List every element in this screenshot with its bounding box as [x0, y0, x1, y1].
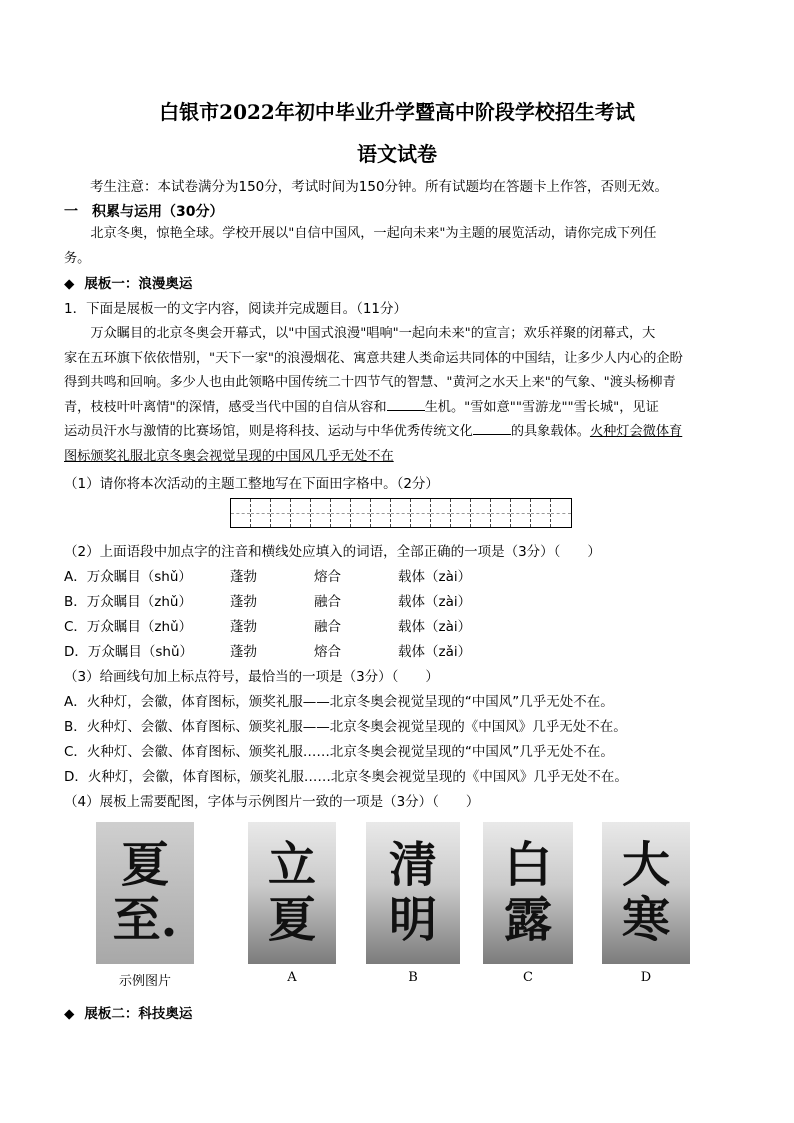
option-text: 蓬勃: [230, 594, 257, 610]
sub-question-1: （1）请你将本次活动的主题工整地写在下面田字格中。（2分）: [64, 476, 439, 492]
option-a-image[interactable]: [248, 822, 336, 964]
grid-cell[interactable]: [251, 499, 271, 527]
option-text: 熔合: [314, 569, 341, 585]
grid-cell[interactable]: [291, 499, 311, 527]
image-caption: B: [408, 970, 418, 985]
board-two-heading: [64, 1002, 192, 1022]
board-one-heading: [64, 272, 192, 292]
option-text: 融合: [314, 619, 341, 635]
grid-cell[interactable]: [511, 499, 531, 527]
calligraphy-char: 至.: [112, 892, 178, 948]
passage-line: 家在五环旗下依依惜别，"天下一家"的浪漫烟花、寓意共建人类命运共同体的中国结，让多少人内心的企盼: [64, 350, 683, 366]
option-line[interactable]: A．火种灯，会徽，体育图标，颁奖礼服——北京冬奥会视觉呈现的“中国风”几乎无处不在。: [64, 694, 614, 710]
passage-line: [64, 420, 728, 445]
grid-cell[interactable]: [231, 499, 251, 527]
option-c-image[interactable]: [483, 822, 573, 964]
grid-cell[interactable]: [331, 499, 351, 527]
option-text: 蓬勃: [230, 644, 257, 660]
option-text: C．万众瞩目（zhǔ）: [64, 619, 193, 635]
option-text: 载体（zài）: [398, 594, 472, 610]
image-caption: 示例图片: [118, 974, 171, 989]
calligraphy-char: 夏: [120, 836, 169, 893]
passage-text: 运动员汗水与激情的比赛场馆，则是将科技、运动与中华优秀传统文化: [64, 424, 473, 439]
image-caption: D: [640, 970, 652, 985]
option-line[interactable]: C．火种灯、会徽、体育图标、颁奖礼服……北京冬奥会视觉呈现的“中国风”几乎无处不在。: [64, 744, 614, 760]
sample-calligraphy-image: [96, 822, 194, 964]
option-text: A．万众瞩目（shǔ）: [64, 569, 192, 585]
grid-cell[interactable]: [531, 499, 551, 527]
grid-cell[interactable]: [431, 499, 451, 527]
grid-cell[interactable]: [271, 499, 291, 527]
underlined-sentence: 火种灯会微体育: [589, 424, 683, 439]
option-row[interactable]: [64, 615, 471, 635]
option-text: 熔合: [314, 644, 341, 660]
option-d-image[interactable]: [602, 822, 690, 964]
option-text: 载体（zài）: [398, 619, 472, 635]
question-1-passage: [64, 322, 728, 469]
grid-cell[interactable]: [311, 499, 331, 527]
calligraphy-char: 清: [388, 836, 437, 893]
sub-question-2: （2）上面语段中加点字的注音和横线处应填入的词语，全部正确的一项是（3分）（ ）: [64, 544, 601, 560]
image-caption: C: [523, 970, 533, 985]
option-text: 蓬勃: [230, 569, 257, 585]
option-row[interactable]: [64, 565, 471, 585]
passage-text: 生机。"雪如意""雪游龙""雪长城"，见证: [424, 399, 659, 415]
option-text: 载体（zài）: [398, 569, 472, 585]
grid-cell[interactable]: [451, 499, 471, 527]
calligraphy-char: 大: [621, 836, 670, 893]
grid-cell[interactable]: [411, 499, 431, 527]
calligraphy-char: 夏: [267, 892, 316, 948]
grid-cell[interactable]: [391, 499, 411, 527]
diamond-bullet-icon: ◆: [64, 1006, 75, 1022]
calligraphy-char: 露: [503, 892, 552, 948]
question-1-stem: 1．下面是展板一的文字内容，阅读并完成题目。（11分）: [64, 301, 408, 317]
grid-cell[interactable]: [371, 499, 391, 527]
option-text: D．万众瞩目（shǔ）: [64, 644, 194, 660]
calligraphy-char: 立: [267, 836, 316, 893]
calligraphy-char: 寒: [621, 892, 670, 948]
intro-line-2: 务。: [64, 250, 91, 266]
option-text: 蓬勃: [230, 619, 257, 635]
grid-cell[interactable]: [351, 499, 371, 527]
passage-line: 万众瞩目的北京冬奥会开幕式，以"中国式浪漫"唱响"一起向未来"的宣言；欢乐祥聚的闭幕式，大: [90, 326, 656, 341]
grid-cell[interactable]: [551, 499, 571, 527]
option-line[interactable]: B．火种灯、会徽、体育图标、颁奖礼服——北京冬奥会视觉呈现的《中国风》几乎无处不在。: [64, 719, 627, 735]
intro-line-1: 北京冬奥，惊艳全球。学校开展以"自信中国风，一起向未来"为主题的展览活动，请你完成下列任: [90, 226, 657, 241]
option-row[interactable]: [64, 590, 471, 610]
option-row[interactable]: [64, 640, 471, 660]
sub-question-3: （3）给画线句加上标点符号，最恰当的一项是（3分）（ ）: [64, 669, 439, 685]
fill-blank-2[interactable]: [473, 422, 511, 435]
tianzige-grid[interactable]: [230, 498, 572, 528]
exam-title: 白银市2022年初中毕业升学暨高中阶段学校招生考试: [159, 100, 635, 124]
exam-notice: 考生注意：本试卷满分为150分，考试时间为150分钟。所有试题均在答题卡上作答，否则无效。: [90, 179, 669, 195]
option-text: 融合: [314, 594, 341, 610]
exam-subtitle: 语文试卷: [357, 142, 437, 166]
underlined-sentence: 图标颁奖礼服北京冬奥会视觉呈现的中国风几乎无处不在: [64, 448, 394, 464]
board-one-label: 展板一：浪漫奥运: [84, 276, 193, 292]
fill-blank-1[interactable]: [387, 398, 425, 411]
option-text: 载体（zǎi）: [398, 644, 472, 660]
calligraphy-char: 白: [503, 836, 552, 893]
section-intro: [64, 222, 728, 271]
option-b-image[interactable]: [366, 822, 460, 964]
passage-text: 青，枝枝叶叶离情"的深情，感受当代中国的自信从容和: [64, 399, 387, 415]
sub-question-4: （4）展板上需要配图，字体与示例图片一致的一项是（3分）（ ）: [64, 794, 480, 810]
passage-line: [64, 396, 728, 421]
option-text: B．万众瞩目（zhǔ）: [64, 594, 192, 610]
grid-cell[interactable]: [491, 499, 511, 527]
section-heading: 一 积累与运用（30分）: [64, 204, 224, 220]
board-two-label: 展板二：科技奥运: [84, 1006, 193, 1022]
image-caption: A: [287, 970, 297, 985]
option-line[interactable]: D．火种灯，会徽，体育图标，颁奖礼服……北京冬奥会视觉呈现的《中国风》几乎无处不在。: [64, 769, 628, 785]
diamond-bullet-icon: ◆: [64, 276, 75, 292]
passage-text: 的具象载体。: [510, 424, 590, 439]
passage-line: 得到共鸣和回响。多少人也由此领略中国传统二十四节气的智慧、"黄河之水天上来"的气象、"渡头杨柳青: [64, 375, 676, 390]
calligraphy-char: 明: [388, 892, 437, 948]
grid-cell[interactable]: [471, 499, 491, 527]
